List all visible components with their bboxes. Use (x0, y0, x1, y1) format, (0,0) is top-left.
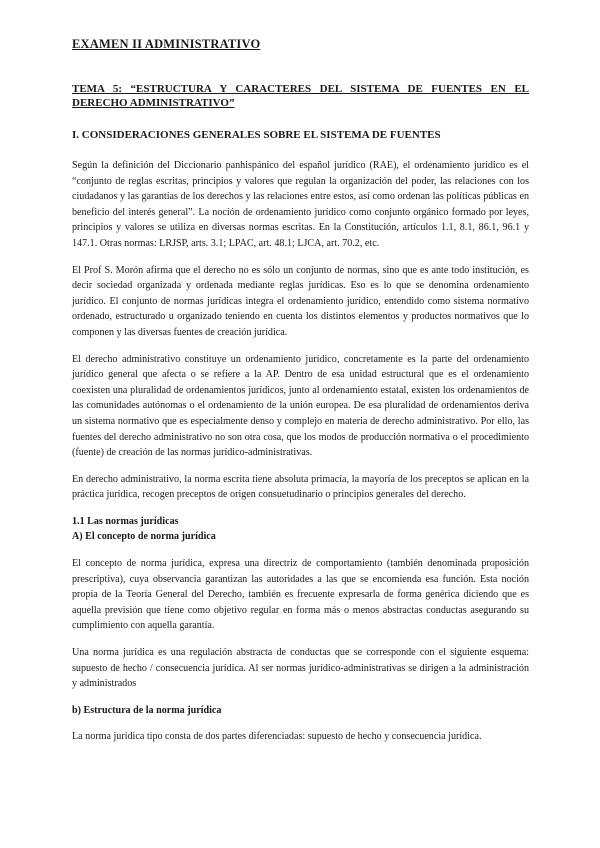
paragraph-derecho-administrativo: El derecho administrativo constituye un ordenamiento jurídico, concretamente es la parte del ordenamiento jurídico general que afecta o se refiere a la AP. Dentro de esa unidad estructural que es el ordenamiento coexisten una pluralidad de ordenamientos jurídicos, junto al ordenamiento estatal, existen los ordenamientos de las comunidades autónomas o el ordenamiento de la unión europea. De esa pluralidad de ordenamientos deriva un sistema normativo que es especialmente denso y complejo en materia de derecho administrativo. Por ello, las fuentes del derecho administrativo no son otra cosa, que los modos de producción normativa o el procedimiento (fuente) de creación de las normas jurídico-administrativas. (72, 353, 529, 459)
paragraph-estructura-norma: La norma jurídica tipo consta de dos partes diferenciadas: supuesto de hecho y consecuencia jurídica. (72, 731, 482, 743)
section-heading-normas-juridicas: 1.1 Las normas jurídicas (72, 515, 179, 527)
subsection-heading-concepto: A) El concepto de norma jurídica (72, 531, 216, 543)
tema-title: TEMA 5: “ESTRUCTURA Y CARACTERES DEL SISTEMA DE FUENTES EN EL DERECHO ADMINISTRATIVO” (72, 83, 529, 109)
document-page (72, 36, 529, 745)
paragraph-moron: El Prof S. Morón afirma que el derecho no es sólo un conjunto de normas, sino que es ante todo institución, es decir sociedad organizada y ordenada mediante reglas jurídicas. Eso es lo que se denomina ordenamiento jurídico. El conjunto de normas jurídicas integra el ordenamiento jurídico, entendido como sistema normativo ordenado, estructurado u organizado teniendo en cuenta los distintos elementos y productos normativos que lo componen y las diversas fuentes de creación jurídica. (72, 264, 529, 338)
paragraph-norma-escrita: En derecho administrativo, la norma escrita tiene absoluta primacía, la mayoría de los preceptos se aplican en la práctica jurídica, recogen preceptos de origen consuetudinario o principios generales del derecho. (72, 473, 529, 501)
exam-title: EXAMEN II ADMINISTRATIVO (72, 37, 261, 51)
paragraph-regulacion-abstracta: Una norma jurídica es una regulación abstracta de conductas que se corresponde con el siguiente esquema: supuesto de hecho / consecuencia jurídica. Al ser normas jurídico-administrativas se dirigen a la administración y administrados (72, 647, 529, 690)
subsection-heading-estructura: b) Estructura de la norma jurídica (72, 704, 222, 716)
paragraph-concepto-norma: El concepto de norma jurídica, expresa una directriz de comportamiento (también denominada proposición prescriptiva), cuya observancia garantizan las autoridades a las que se encomienda esa función. Esta noción propia de la Teoría General del Derecho, también es frecuente expresarla de forma genérica diciendo que es aquella previsión que tiene como objetivo regular en forma más o menos abstractas conductas asegurando su cumplimiento con aquella garantía. (72, 558, 529, 632)
paragraph-definicion: Según la definición del Diccionario panhispánico del español jurídico (RAE), el ordenamiento jurídico es el “conjunto de reglas escritas, principios y valores que regulan la organización del poder, las relaciones con los ciudadanos y las garantías de los derechos y las relaciones entre estos, así como ordenan las políticas públicas en beneficio del interés general”. La noción de ordenamiento jurídico como conjunto orgánico formado por leyes, principios y valores se utiliza en diversas normas escritas. En la Constitución, artículos 1.1, 8.1, 86.1, 96.1 y 147.1. Otras normas: LRJSP, arts. 3.1; LPAC, art. 48.1; LJCA, art. 70.2, etc. (72, 160, 529, 249)
section-heading-consideraciones: I. CONSIDERACIONES GENERALES SOBRE EL SISTEMA DE FUENTES (72, 129, 441, 141)
